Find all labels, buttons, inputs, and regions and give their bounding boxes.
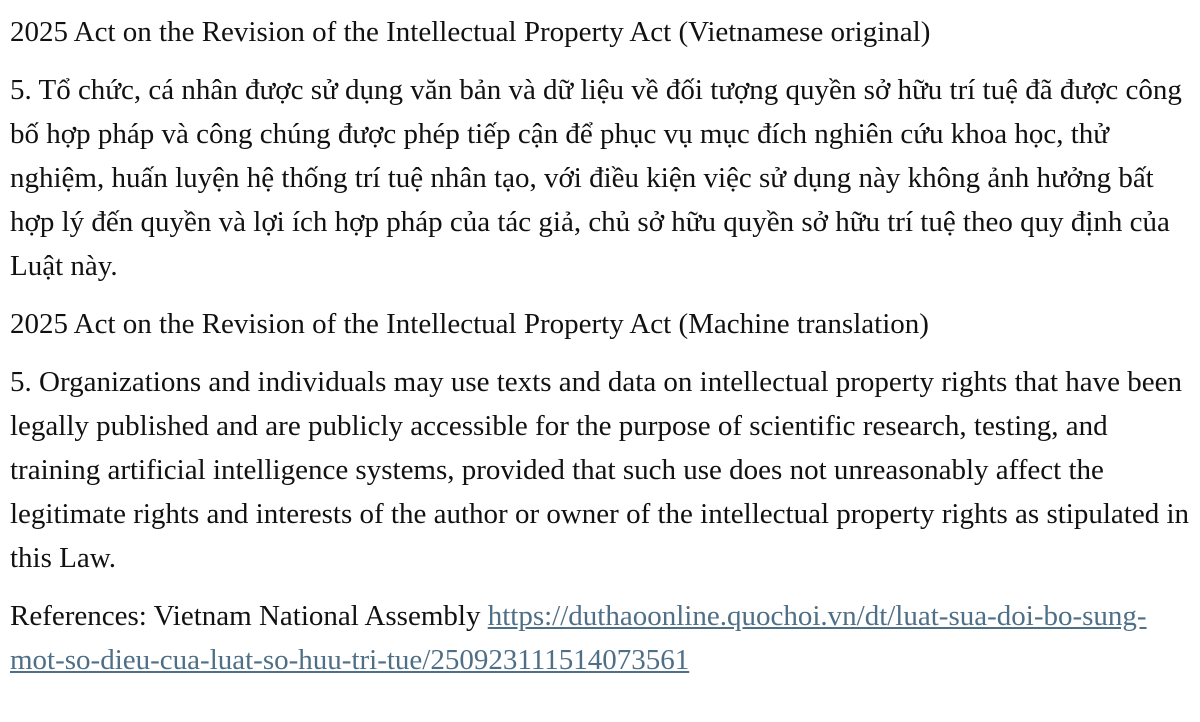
references	[10, 594, 1190, 682]
english-paragraph: 5. Organizations and individuals may use texts and data on intellectual property rights that have been legally published and are publicly accessible for the purpose of scientific research, testing, and training artificial intelligence systems, provided that such use does not unreasonably affect the legitimate rights and interests of the author or owner of the intellectual property rights as stipulated in this Law.	[10, 366, 1190, 574]
vietnamese-original-heading: 2025 Act on the Revision of the Intellectual Property Act (Vietnamese original)	[10, 16, 931, 48]
references-link[interactable]: https://duthaoonline.quochoi.vn/dt/luat-sua-doi-bo-sung-mot-so-dieu-cua-luat-so-huu-tri-tue/250923111514073561	[10, 600, 1147, 676]
references-label: References: Vietnam National Assembly	[10, 600, 488, 632]
vietnamese-paragraph: 5. Tổ chức, cá nhân được sử dụng văn bản và dữ liệu về đối tượng quyền sở hữu trí tuệ đã được công bố hợp pháp và công chúng được phép tiếp cận để phục vụ mục đích nghiên cứu khoa học, thử nghiệm, huấn luyện hệ thống trí tuệ nhân tạo, với điều kiện việc sử dụng này không ảnh hưởng bất hợp lý đến quyền và lợi ích hợp pháp của tác giả, chủ sở hữu quyền sở hữu trí tuệ theo quy định của Luật này.	[10, 74, 1182, 282]
machine-translation-heading: 2025 Act on the Revision of the Intellectual Property Act (Machine translation)	[10, 308, 929, 340]
